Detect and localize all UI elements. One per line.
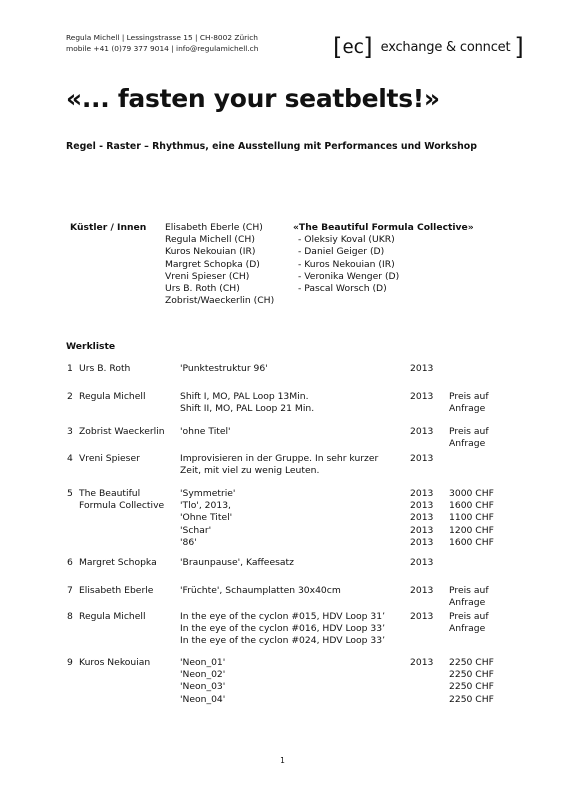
entry-year: 2013 bbox=[410, 536, 434, 548]
entry-year: 2013 bbox=[410, 557, 434, 568]
entry-artist-cell bbox=[79, 363, 130, 375]
entry-work: Shift II, MO, PAL Loop 21 Min. bbox=[180, 403, 315, 415]
entry-price: Anfrage bbox=[449, 597, 486, 609]
entry-price: Anfrage bbox=[449, 403, 486, 415]
entry-work: 'Früchte', Schaumplatten 30x40cm bbox=[180, 585, 341, 596]
page-title: «... fasten your seatbelts!» bbox=[66, 84, 440, 113]
entry-work: 'Neon_04' bbox=[180, 693, 226, 705]
entry-work-cell bbox=[180, 426, 231, 438]
entry-number: 1 bbox=[67, 363, 73, 374]
entry-work: 'Punktestruktur 96' bbox=[180, 363, 268, 374]
entry-price: Anfrage bbox=[449, 623, 486, 635]
entry-artist-cell bbox=[79, 488, 164, 512]
artist-name: Zobrist/Waeckerlin (CH) bbox=[165, 295, 275, 307]
entry-price-cell bbox=[449, 585, 489, 609]
collective-member: - Pascal Worsch (D) bbox=[298, 283, 387, 295]
logo-bracket-right: ] bbox=[363, 33, 373, 61]
letterhead-address bbox=[66, 32, 258, 54]
artist-name: Margret Schopka (D) bbox=[165, 258, 260, 270]
entry-artist: The Beautiful bbox=[79, 488, 141, 499]
entry-price: 2250 CHF bbox=[449, 669, 494, 681]
entry-artist-cell bbox=[79, 557, 157, 569]
entry-number: 5 bbox=[67, 488, 73, 499]
entry-price-cell bbox=[449, 426, 489, 450]
entry-number: 2 bbox=[67, 391, 73, 402]
collective-member: - Veronika Wenger (D) bbox=[298, 270, 400, 282]
artist-name: Regula Michell (CH) bbox=[165, 234, 255, 246]
collective-member: - Oleksiy Koval (UKR) bbox=[298, 234, 395, 246]
entry-price: 1600 CHF bbox=[449, 500, 494, 512]
page-subtitle: Regel - Raster – Rhythmus, eine Ausstellung mit Performances und Workshop bbox=[66, 141, 477, 152]
collective-title: «The Beautiful Formula Collective» bbox=[293, 222, 474, 233]
entry-artist: Urs B. Roth bbox=[79, 363, 131, 374]
entry-number: 9 bbox=[67, 657, 73, 668]
entry-year: 2013 bbox=[410, 391, 434, 402]
collective-block bbox=[293, 222, 474, 295]
entry-work-cell bbox=[180, 363, 268, 375]
entry-price-cell bbox=[449, 391, 489, 415]
entry-artist-cell bbox=[79, 453, 140, 465]
entry-artist-cell bbox=[79, 585, 153, 597]
artist-name: Urs B. Roth (CH) bbox=[165, 283, 240, 295]
entry-price: Preis auf bbox=[449, 426, 489, 437]
entry-price-cell bbox=[449, 611, 489, 635]
logo-mark: ec bbox=[342, 36, 364, 58]
entry-price: 2250 CHF bbox=[449, 693, 494, 705]
entry-work: In the eye of the cyclon #015, HDV Loop 31’ bbox=[180, 611, 386, 622]
entry-work: 'Neon_02' bbox=[180, 669, 226, 681]
entry-artist: Margret Schopka bbox=[79, 557, 157, 568]
entry-price: Anfrage bbox=[449, 438, 486, 450]
entry-work: 'ohne Titel' bbox=[180, 426, 231, 437]
entry-price: Preis auf bbox=[449, 611, 489, 622]
entry-price: 1100 CHF bbox=[449, 512, 494, 524]
entry-work-cell bbox=[180, 453, 378, 477]
entry-year-cell bbox=[410, 453, 433, 465]
entry-year-cell bbox=[410, 391, 433, 403]
artist-name: Vreni Spieser (CH) bbox=[165, 270, 250, 282]
entry-price: Preis auf bbox=[449, 391, 489, 402]
entry-work: In the eye of the cyclon #016, HDV Loop 33’ bbox=[180, 623, 386, 635]
entry-work: 'Ohne Titel' bbox=[180, 512, 233, 524]
entry-year: 2013 bbox=[410, 488, 434, 499]
entry-work: Improvisieren in der Gruppe. In sehr kurzer bbox=[180, 453, 379, 464]
entry-work-cell bbox=[180, 611, 385, 648]
entry-year: 2013 bbox=[410, 453, 434, 464]
artist-name: Elisabeth Eberle (CH) bbox=[165, 222, 263, 233]
artists-label: Küstler / Innen bbox=[70, 222, 147, 233]
contact-line: mobile +41 (0)79 377 9014 | info@regulamichell.ch bbox=[66, 44, 259, 53]
entry-artist: Formula Collective bbox=[79, 500, 165, 512]
logo bbox=[333, 34, 524, 60]
entry-work-cell bbox=[180, 585, 341, 597]
page-number: 1 bbox=[280, 756, 285, 765]
entry-artist: Regula Michell bbox=[79, 611, 146, 622]
entry-year-cell bbox=[410, 585, 433, 597]
entry-year: 2013 bbox=[410, 611, 434, 622]
entry-work-cell bbox=[180, 657, 225, 706]
entry-number: 8 bbox=[67, 611, 73, 622]
entry-work: 'Neon_03' bbox=[180, 681, 226, 693]
entry-work-cell bbox=[180, 557, 294, 569]
entry-year-cell bbox=[410, 657, 433, 669]
entry-work-cell bbox=[180, 488, 235, 549]
entry-work: Shift I, MO, PAL Loop 13Min. bbox=[180, 391, 309, 402]
entry-work: 'Tlo', 2013, bbox=[180, 500, 231, 512]
entry-price: 2250 CHF bbox=[449, 657, 494, 668]
entry-work: 'Braunpause', Kaffeesatz bbox=[180, 557, 294, 568]
entry-year-cell bbox=[410, 557, 433, 569]
entry-number: 6 bbox=[67, 557, 73, 568]
entry-number: 3 bbox=[67, 426, 73, 437]
entry-work-cell bbox=[180, 391, 314, 415]
logo-bracket-left: [ bbox=[333, 33, 343, 61]
entry-price-cell bbox=[449, 488, 494, 549]
entry-work: In the eye of the cyclon #024, HDV Loop 33’ bbox=[180, 635, 386, 647]
werkliste-heading: Werkliste bbox=[66, 341, 116, 352]
collective-member: - Daniel Geiger (D) bbox=[298, 246, 385, 258]
entry-year: 2013 bbox=[410, 512, 434, 524]
entry-year: 2013 bbox=[410, 657, 434, 668]
entry-number: 4 bbox=[67, 453, 73, 464]
entry-year-cell bbox=[410, 363, 433, 375]
address-line: Regula Michell | Lessingstrasse 15 | CH-8002 Zürich bbox=[66, 33, 258, 42]
entry-artist: Regula Michell bbox=[79, 391, 146, 402]
entry-price: 1200 CHF bbox=[449, 524, 494, 536]
entry-year: 2013 bbox=[410, 500, 434, 512]
collective-member: - Kuros Nekouian (IR) bbox=[298, 258, 395, 270]
entry-artist: Kuros Nekouian bbox=[79, 657, 151, 668]
entry-year: 2013 bbox=[410, 585, 434, 596]
entry-year: 2013 bbox=[410, 524, 434, 536]
entry-price: Preis auf bbox=[449, 585, 489, 596]
entry-price-cell bbox=[449, 657, 494, 706]
entry-year-cell bbox=[410, 426, 433, 438]
entry-artist-cell bbox=[79, 391, 146, 403]
logo-text: exchange & conncet bbox=[380, 39, 511, 55]
entry-artist-cell bbox=[79, 611, 146, 623]
entry-work: Zeit, mit viel zu wenig Leuten. bbox=[180, 465, 320, 477]
entry-work: '86' bbox=[180, 536, 197, 548]
entry-price: 2250 CHF bbox=[449, 681, 494, 693]
entry-year: 2013 bbox=[410, 426, 434, 437]
entry-work: 'Schar' bbox=[180, 524, 212, 536]
logo-bracket-end: ] bbox=[514, 33, 524, 61]
entry-year-cell bbox=[410, 488, 433, 549]
entry-price: 1600 CHF bbox=[449, 536, 494, 548]
entry-number: 7 bbox=[67, 585, 73, 596]
entry-artist: Zobrist Waeckerlin bbox=[79, 426, 165, 437]
artists-list bbox=[165, 222, 274, 307]
entry-artist-cell bbox=[79, 426, 165, 438]
entry-price: 3000 CHF bbox=[449, 488, 494, 499]
entry-work: 'Symmetrie' bbox=[180, 488, 236, 499]
entry-year: 2013 bbox=[410, 363, 434, 374]
artist-name: Kuros Nekouian (IR) bbox=[165, 246, 256, 258]
entry-work: 'Neon_01' bbox=[180, 657, 226, 668]
entry-artist-cell bbox=[79, 657, 150, 669]
entry-artist: Elisabeth Eberle bbox=[79, 585, 154, 596]
entry-year-cell bbox=[410, 611, 433, 623]
entry-artist: Vreni Spieser bbox=[79, 453, 140, 464]
